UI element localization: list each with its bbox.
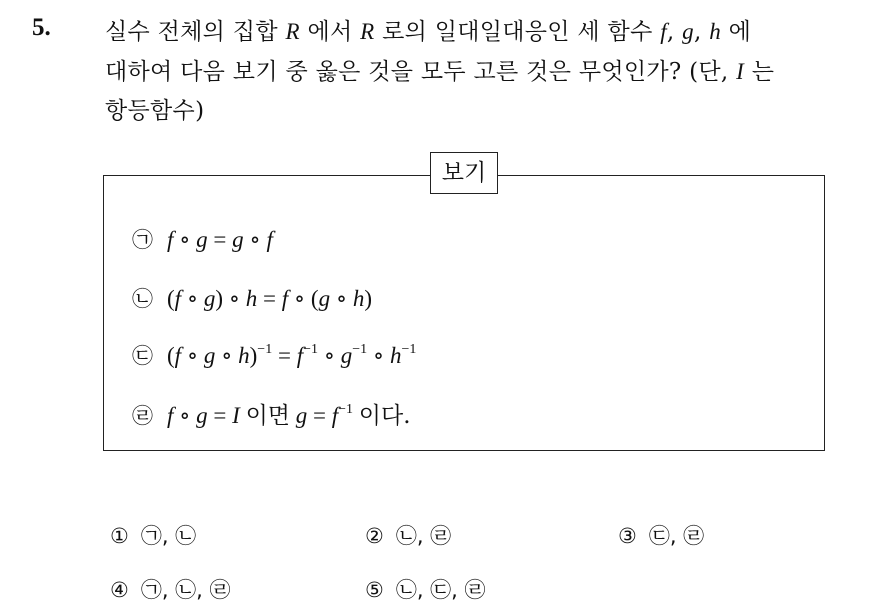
choice-4[interactable] [110, 574, 231, 604]
item-mark: ㉣ [132, 404, 153, 428]
choice-marks: ㉢, ㉣ [648, 524, 705, 548]
item-expression: f ∘ g = g ∘ f [167, 227, 273, 252]
stem-line-2: 대하여 다음 보기 중 옳은 것을 모두 고른 것은 무엇인가? (단, I 는 [105, 59, 775, 85]
choice-marks: ㉡, ㉣ [395, 524, 452, 548]
choice-number: ② [365, 524, 384, 548]
item-mark: ㉡ [132, 287, 153, 311]
choice-number: ① [110, 524, 129, 548]
item-mark: ㉠ [132, 228, 153, 252]
bogi-item-3 [132, 340, 416, 370]
question-number: 5. [32, 14, 51, 41]
choice-1[interactable] [110, 520, 196, 550]
choice-5[interactable] [365, 574, 486, 604]
choice-number: ⑤ [365, 578, 384, 602]
question-stem [105, 12, 875, 131]
bogi-item-2 [132, 283, 372, 313]
choice-number: ③ [618, 524, 637, 548]
choice-marks: ㉠, ㉡ [140, 524, 197, 548]
choice-3[interactable] [618, 520, 704, 550]
item-expression: f ∘ g = I 이면 $g = f^{-1}$ 이다. [167, 402, 411, 429]
choice-2[interactable] [365, 520, 451, 550]
choice-number: ④ [110, 578, 129, 602]
item-mark: ㉢ [132, 344, 153, 368]
choice-marks: ㉡, ㉢, ㉣ [395, 578, 486, 602]
choice-marks: ㉠, ㉡, ㉣ [140, 578, 231, 602]
bogi-item-4 [132, 397, 411, 430]
item-expression: (f ∘ g ∘ $h)^{-1} = f^{-1}$ ∘ $g^{-1}$ ∘ $h^{-1}$ [167, 342, 417, 368]
stem-line-3: 항등함수) [105, 98, 205, 124]
item-expression: (f ∘ g) ∘ h = f ∘ (g ∘ h) [167, 286, 373, 311]
bogi-title: 보기 [430, 152, 498, 194]
bogi-item-1 [132, 224, 273, 254]
stem-line-1: 실수 전체의 집합 R 에서 R 로의 일대일대응인 세 함수 f, g, h 에 [105, 19, 752, 45]
